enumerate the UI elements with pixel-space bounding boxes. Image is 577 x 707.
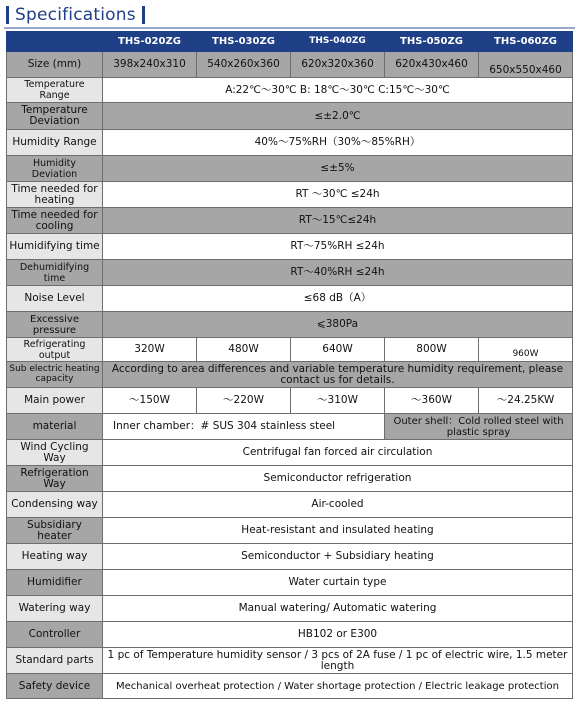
- row-label: Humidifying time: [7, 234, 103, 260]
- table-cell: RT ～30℃ ≤24h: [103, 182, 573, 208]
- table-row-excessive-pressure: [7, 312, 573, 338]
- table-cell: Mechanical overheat protection / Water shortage protection / Electric leakage protection: [103, 674, 573, 699]
- specifications-table: [6, 31, 573, 699]
- table-cell: ～220W: [197, 388, 291, 414]
- table-row-time-heating: [7, 182, 573, 208]
- table-cell: 40%～75%RH（30%～85%RH）: [103, 130, 573, 156]
- table-row-controller: [7, 622, 573, 648]
- table-cell: 1 pc of Temperature humidity sensor / 3 pcs of 2A fuse / 1 pc of electric wire, 1.5 meter length: [103, 648, 573, 674]
- row-label: Main power: [7, 388, 103, 414]
- row-label: Subsidiary heater: [7, 518, 103, 544]
- table-cell: Air-cooled: [103, 492, 573, 518]
- row-label: Refrigerating output: [7, 338, 103, 362]
- table-row-humidity-deviation: [7, 156, 573, 182]
- table-cell: ≤68 dB（A）: [103, 286, 573, 312]
- table-cell: 320W: [103, 338, 197, 362]
- row-label: Excessive pressure: [7, 312, 103, 338]
- row-label: Heating way: [7, 544, 103, 570]
- row-label: Standard parts: [7, 648, 103, 674]
- table-row-refrigerating-output: [7, 338, 573, 362]
- table-row-condensing-way: [7, 492, 573, 518]
- row-label: Wind Cycling Way: [7, 440, 103, 466]
- table-row-humidifying-time: [7, 234, 573, 260]
- table-cell: 620x430x460: [385, 52, 479, 78]
- table-row-humidifier: [7, 570, 573, 596]
- table-cell: 800W: [385, 338, 479, 362]
- table-cell: According to area differences and variable temperature humidity requirement, please contact us for details.: [103, 362, 573, 388]
- table-row-refrigeration-way: [7, 466, 573, 492]
- header-model: THS-020ZG: [103, 32, 197, 52]
- table-cell: Centrifugal fan forced air circulation: [103, 440, 573, 466]
- table-row-humidity-range: [7, 130, 573, 156]
- table-cell: 640W: [291, 338, 385, 362]
- row-label: Dehumidifying time: [7, 260, 103, 286]
- section-title-bar: [6, 4, 145, 26]
- table-cell: ≤±5%: [103, 156, 573, 182]
- row-label: Humidity Deviation: [7, 156, 103, 182]
- table-cell: RT～15℃≤24h: [103, 208, 573, 234]
- table-row-noise-level: [7, 286, 573, 312]
- table-row-main-power: [7, 388, 573, 414]
- table-row-sub-heating-capacity: [7, 362, 573, 388]
- header-model: THS-030ZG: [197, 32, 291, 52]
- table-cell: ～24.25KW: [479, 388, 573, 414]
- row-label: Controller: [7, 622, 103, 648]
- table-cell: Water curtain type: [103, 570, 573, 596]
- header-model: THS-050ZG: [385, 32, 479, 52]
- row-label: Condensing way: [7, 492, 103, 518]
- header-row: [7, 32, 573, 52]
- table-cell: ～360W: [385, 388, 479, 414]
- table-cell: ～150W: [103, 388, 197, 414]
- table-cell: Manual watering/ Automatic watering: [103, 596, 573, 622]
- row-label: Humidity Range: [7, 130, 103, 156]
- table-row-heating-way: [7, 544, 573, 570]
- title-left-bar: [6, 6, 9, 24]
- table-cell: Heat-resistant and insulated heating: [103, 518, 573, 544]
- row-label: Time needed for cooling: [7, 208, 103, 234]
- table-cell: 960W: [479, 338, 573, 362]
- table-cell: ～310W: [291, 388, 385, 414]
- material-inner-cell: Inner chamber：# SUS 304 stainless steel: [103, 414, 385, 440]
- table-cell: 620x320x360: [291, 52, 385, 78]
- row-label: material: [7, 414, 103, 440]
- table-row-standard-parts: [7, 648, 573, 674]
- title-right-bar: [142, 6, 145, 24]
- row-label: Safety device: [7, 674, 103, 699]
- table-cell: Semiconductor + Subsidiary heating: [103, 544, 573, 570]
- row-label: Humidifier: [7, 570, 103, 596]
- row-label: Sub electric heating capacity: [7, 362, 103, 388]
- table-row-time-cooling: [7, 208, 573, 234]
- material-outer-cell: Outer shell：Cold rolled steel with plastic spray: [385, 414, 573, 440]
- table-cell: RT～40%RH ≤24h: [103, 260, 573, 286]
- table-cell: 480W: [197, 338, 291, 362]
- table-cell: Semiconductor refrigeration: [103, 466, 573, 492]
- table-row-wind-cycling: [7, 440, 573, 466]
- table-row-dehumidifying-time: [7, 260, 573, 286]
- table-row-temp-range: [7, 78, 573, 103]
- table-row-size: [7, 52, 573, 78]
- table-row-temp-deviation: [7, 103, 573, 130]
- row-label: Refrigeration Way: [7, 466, 103, 492]
- header-cell-empty: [7, 32, 103, 52]
- table-cell: 398x240x310: [103, 52, 197, 78]
- table-cell: RT～75%RH ≤24h: [103, 234, 573, 260]
- table-row-safety-device: [7, 674, 573, 699]
- table-row-material: [7, 414, 573, 440]
- row-label: Temperature Range: [7, 78, 103, 103]
- table-cell: ≤±2.0℃: [103, 103, 573, 130]
- header-model: THS-060ZG: [479, 32, 573, 52]
- table-row-subsidiary-heater: [7, 518, 573, 544]
- header-model: THS-040ZG: [291, 32, 385, 52]
- row-label: Watering way: [7, 596, 103, 622]
- row-label: Size (mm): [7, 52, 103, 78]
- table-cell: 650x550x460: [479, 52, 573, 78]
- table-cell: 540x260x360: [197, 52, 291, 78]
- table-cell: A:22℃～30℃ B: 18℃～30℃ C:15℃～30℃: [103, 78, 573, 103]
- section-title: Specifications: [15, 5, 136, 25]
- table-cell: ⩽380Pa: [103, 312, 573, 338]
- table-cell: HB102 or E300: [103, 622, 573, 648]
- row-label: Noise Level: [7, 286, 103, 312]
- row-label: Temperature Deviation: [7, 103, 103, 130]
- title-divider: [4, 27, 575, 29]
- table-row-watering-way: [7, 596, 573, 622]
- row-label: Time needed for heating: [7, 182, 103, 208]
